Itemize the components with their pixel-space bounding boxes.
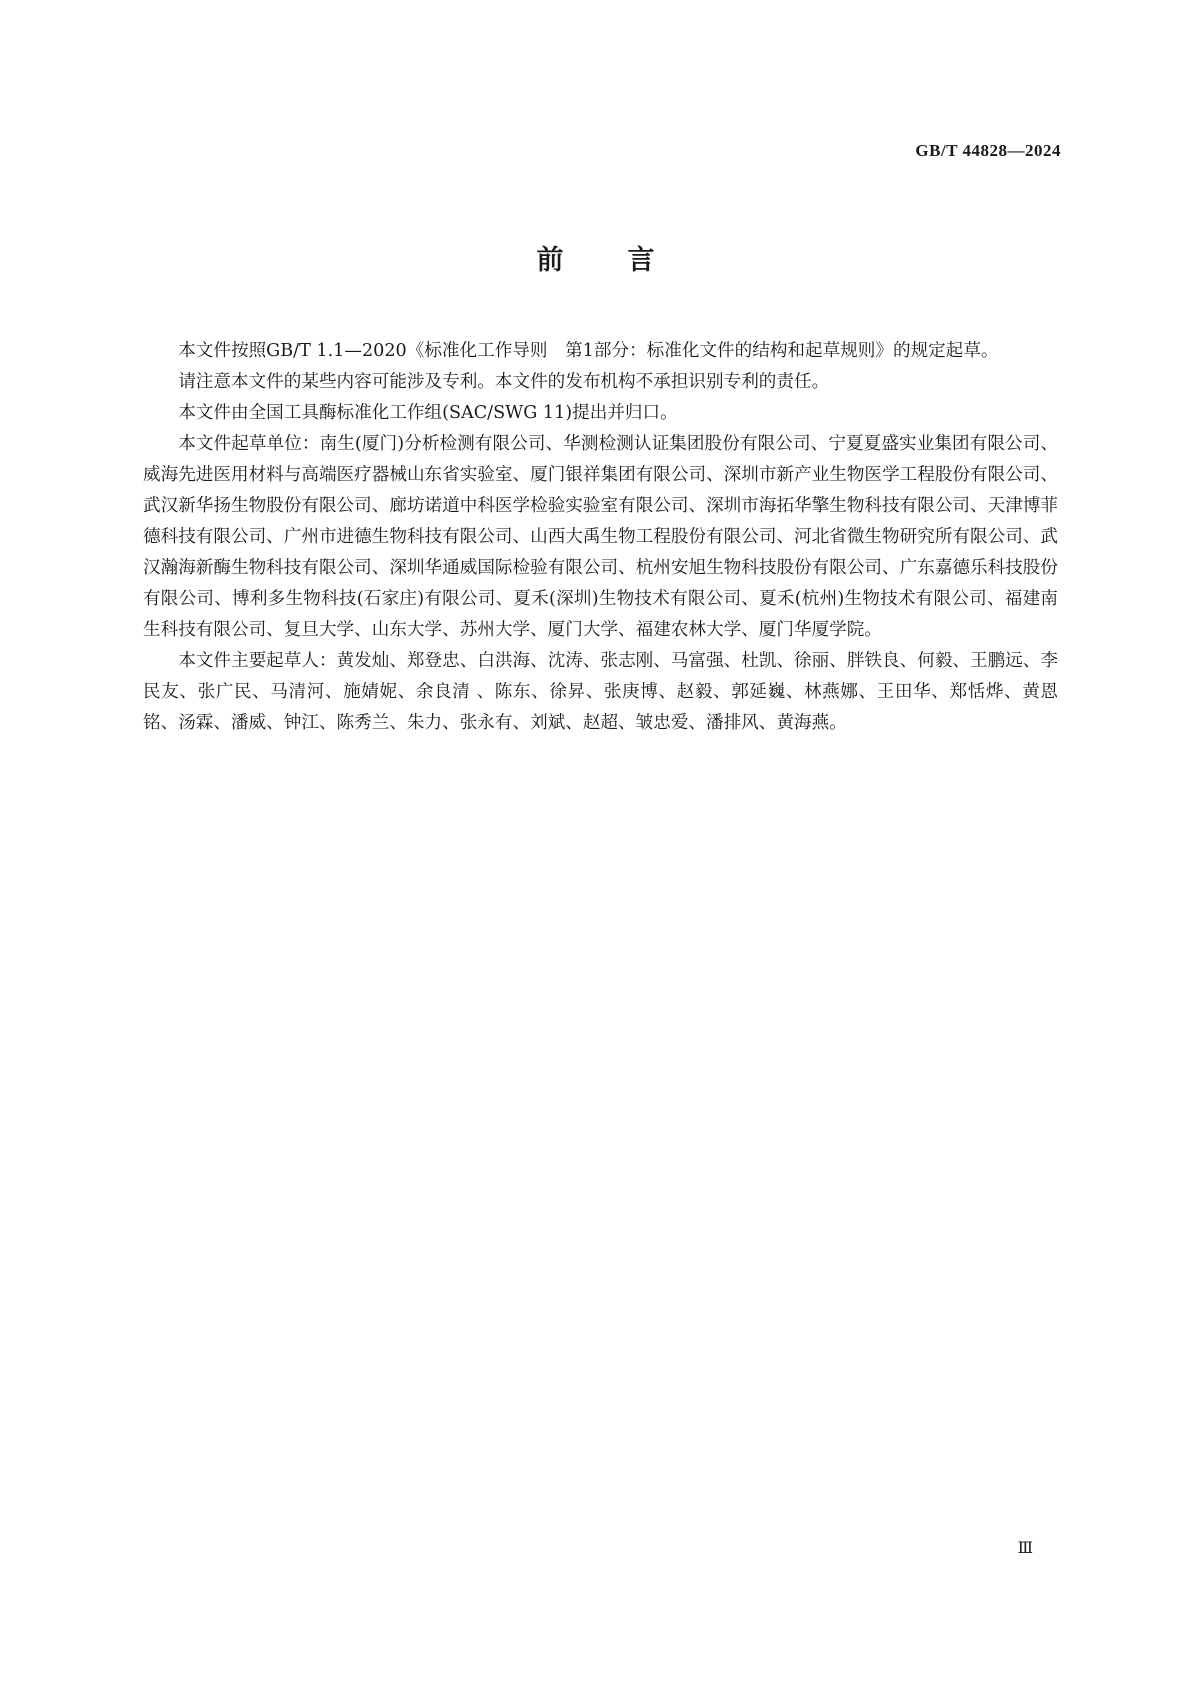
page-title: 前言 [536,245,719,276]
paragraph-drafting-units: 本文件起草单位：南生(厦门)分析检测有限公司、华测检测认证集团股份有限公司、宁夏夏盛实业集团有限公司、威海先进医用材料与高端医疗器械山东省实验室、厦门银祥集团有限公司、深圳市新产业生物医学工程股份有限公司、武汉新华扬生物股份有限公司、廊坊诺道中科医学检验实验室有限公司、深圳市海拓华擎生物科技有限公司、天津博菲德科技有限公司、广州市进德生物科技有限公司、山西大禹生物工程股份有限公司、河北省微生物研究所有限公司、武汉瀚海新酶生物科技有限公司、深圳华通威国际检验有限公司、杭州安旭生物科技股份有限公司、广东嘉德乐科技股份有限公司、博利多生物科技(石家庄)有限公司、夏禾(深圳)生物技术有限公司、夏禾(杭州)生物技术有限公司、福建南生科技有限公司、复旦大学、山东大学、苏州大学、厦门大学、福建农林大学、厦门华厦学院。 [143,434,1058,640]
foreword-body [143,336,1058,739]
paragraph-drafters: 本文件主要起草人：黄发灿、郑登忠、白洪海、沈涛、张志刚、马富强、杜凯、徐丽、胖铁良、何毅、王鹏远、李民友、张广民、马清河、施婧妮、余良清 、陈东、徐昇、张庚博、赵毅、郭延巍、林燕娜、王田华、郑恬烨、黄恩铭、汤霖、潘威、钟江、陈秀兰、朱力、张永有、刘斌、赵超、皱忠爱、潘排风、黄海燕。 [143,651,1058,733]
paragraph-proposer: 本文件由全国工具酶标准化工作组(SAC/SWG 11)提出并归口。 [178,403,678,423]
paragraph-patent-notice: 请注意本文件的某些内容可能涉及专利。本文件的发布机构不承担识别专利的责任。 [178,372,830,392]
page-number: Ⅲ [1017,1540,1033,1557]
standard-code: GB/T 44828—2024 [915,141,1061,160]
paragraph-drafting-rules: 本文件按照GB/T 1.1—2020《标准化工作导则 第1部分：标准化文件的结构和起草规则》的规定起草。 [178,341,999,361]
